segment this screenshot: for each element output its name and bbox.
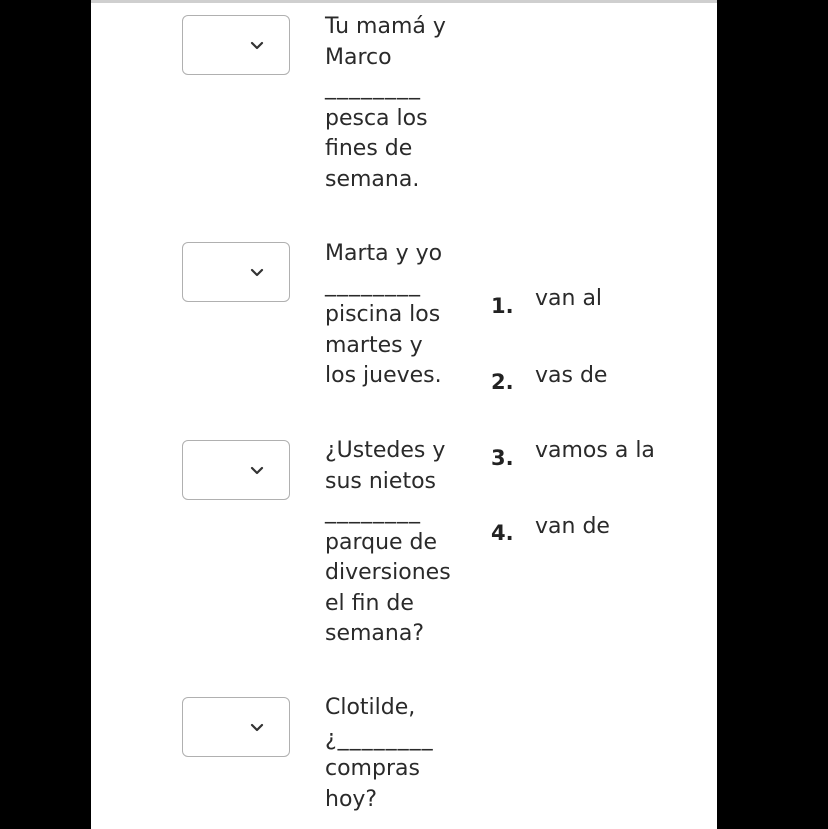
option-number-3: 3. — [491, 446, 514, 470]
option-number-1: 1. — [491, 294, 514, 318]
answer-dropdown-1[interactable] — [182, 15, 290, 75]
option-text-2: vas de — [535, 363, 608, 388]
prompt-line: piscina los — [325, 302, 441, 327]
option-text-4: van de — [535, 514, 610, 539]
prompt-blank: ________ — [325, 499, 421, 524]
prompt-line: semana? — [325, 621, 425, 646]
prompt-line: Marta y yo — [325, 241, 443, 266]
prompt-line: compras — [325, 756, 420, 781]
chevron-down-icon — [249, 38, 265, 54]
prompt-line: sus nietos — [325, 468, 436, 494]
prompt-line: el fin de — [325, 590, 414, 616]
question-page — [91, 0, 717, 829]
prompt-line: martes y — [325, 332, 423, 358]
prompt-line: fines de — [325, 136, 413, 161]
prompt-blank: ________ — [325, 271, 421, 297]
prompt-line: los jueves. — [325, 363, 442, 388]
top-divider — [91, 0, 717, 3]
question-prompt-1 — [325, 12, 465, 195]
chevron-down-icon — [249, 265, 265, 281]
prompt-blank: ________ — [325, 75, 421, 100]
option-number-4: 4. — [491, 521, 514, 545]
option-text-1: van al — [535, 286, 603, 311]
chevron-down-icon — [249, 463, 265, 479]
option-text-3: vamos a la — [535, 438, 655, 463]
prompt-line: parque de — [325, 529, 438, 555]
prompt-line: Clotilde, — [325, 695, 416, 720]
prompt-line: ¿Ustedes y — [325, 438, 446, 463]
prompt-blank: ¿________ — [325, 725, 434, 751]
prompt-line: Tu mamá y — [325, 14, 446, 39]
prompt-line: Marco — [325, 44, 392, 70]
question-prompt-4 — [325, 693, 465, 815]
prompt-line: semana. — [325, 166, 420, 192]
option-number-2: 2. — [491, 370, 514, 394]
prompt-line: pesca los — [325, 105, 428, 131]
chevron-down-icon — [249, 720, 265, 736]
answer-dropdown-4[interactable] — [182, 697, 290, 757]
prompt-line: diversiones — [325, 560, 451, 585]
question-prompt-2 — [325, 239, 465, 392]
question-prompt-3 — [325, 436, 465, 650]
prompt-line: hoy? — [325, 786, 378, 812]
answer-dropdown-3[interactable] — [182, 440, 290, 500]
answer-dropdown-2[interactable] — [182, 242, 290, 302]
